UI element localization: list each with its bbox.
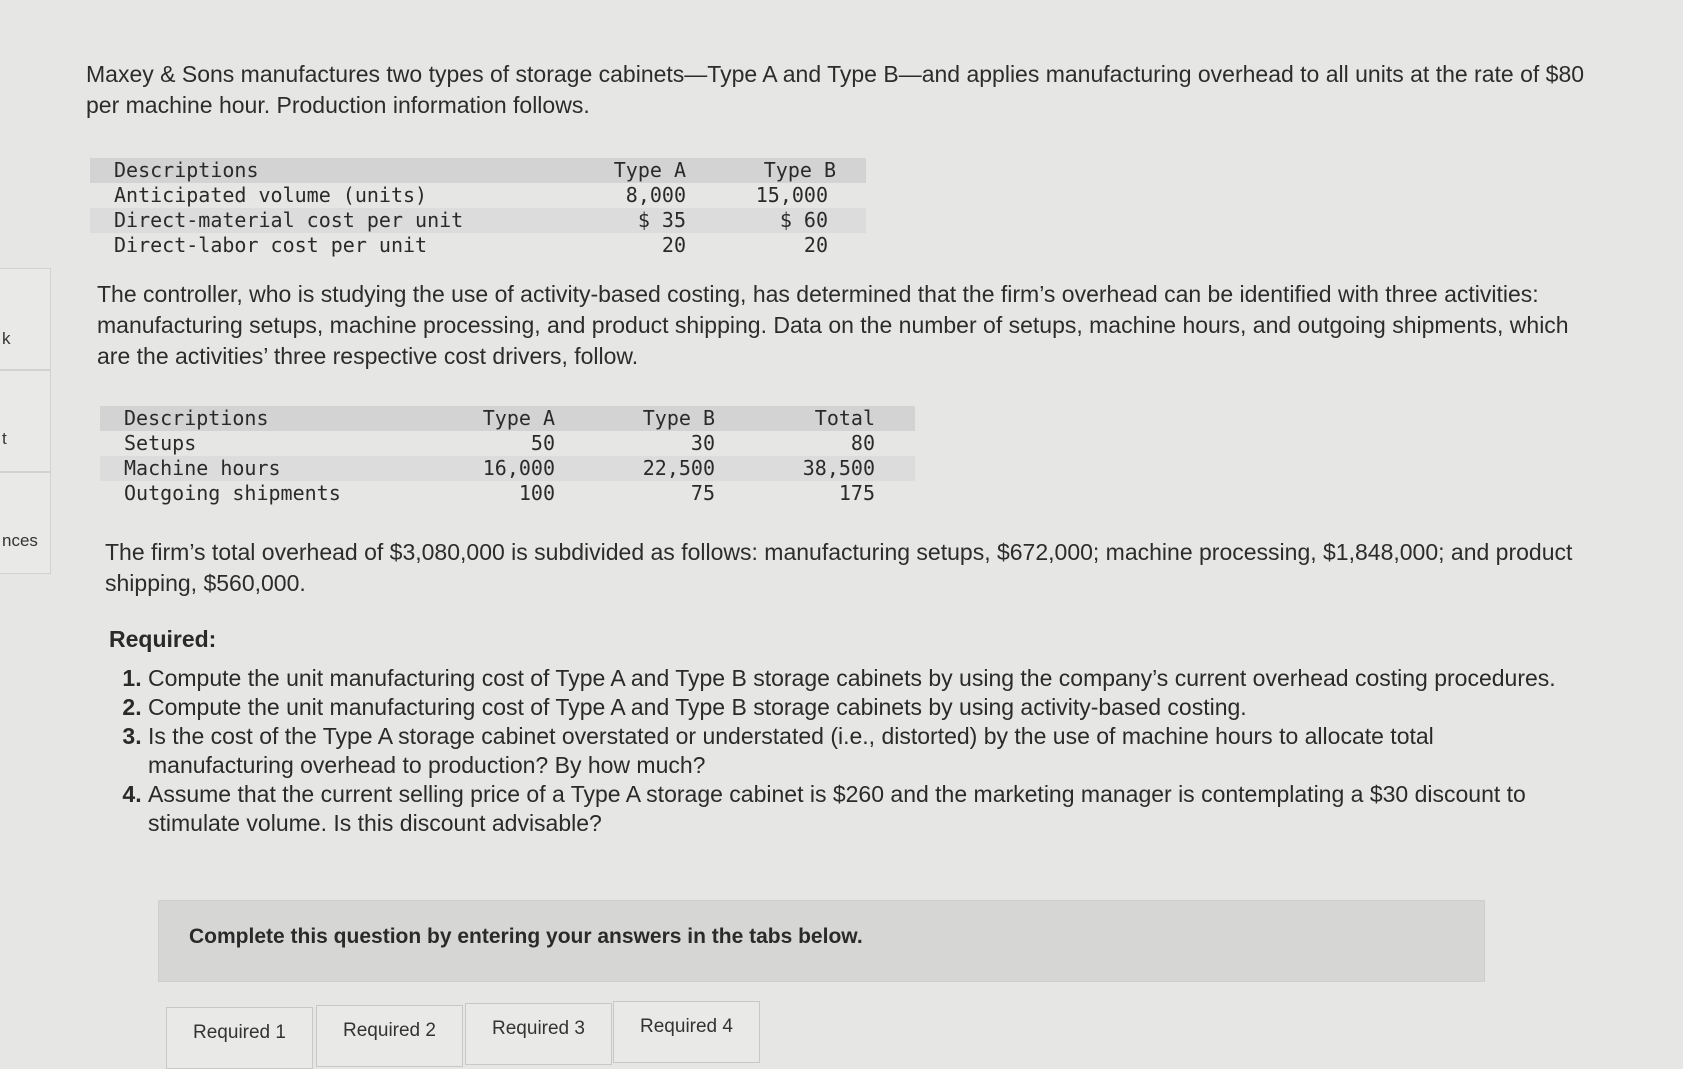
cell: Direct-labor cost per unit [114,233,428,257]
sidebar-label: k [2,329,11,348]
table-row [90,208,866,233]
sidebar-label: nces [2,531,38,550]
cell: $ 60 [779,208,828,232]
table-header [100,406,915,431]
header-cell: Type B [642,406,715,430]
cell: 50 [530,431,555,455]
tab-required-4[interactable]: Required 4 [613,1001,760,1063]
production-table [90,158,866,258]
table-header [90,158,866,183]
sidebar-label: t [2,429,7,448]
requirement-3: 3. Is the cost of the Type A storage cabinet overstated or understated (i.e., distorted) by the use of machine hours to allocate total manufacturing overhead to production? By how much? [148,722,1568,780]
header-cell: Descriptions [114,158,259,182]
table-row [90,183,866,208]
cell: Setups [124,431,197,455]
cell: 15,000 [755,183,828,207]
intro-text: Maxey & Sons manufactures two types of storage cabinets—Type A and Type B—and applies manufacturing overhead to all units at the rate of $80 per machine hour. Production information follows. [86,61,1585,118]
cell: Outgoing shipments [124,481,341,505]
cell: 8,000 [625,183,686,207]
cell: 38,500 [802,456,875,480]
table-row [100,456,915,481]
cell: 20 [803,233,828,257]
sidebar-item-2[interactable] [0,370,51,472]
instruction-text: Complete this question by entering your answers in the tabs below. [189,925,863,948]
requirement-2: 2. Compute the unit manufacturing cost of Type A and Type B storage cabinets by using activity-based costing. [148,693,1568,722]
header-cell: Descriptions [124,406,269,430]
cell: 16,000 [482,456,555,480]
instruction-banner [158,900,1485,982]
header-cell: Total [814,406,875,430]
cell: Machine hours [124,456,281,480]
overhead-text: The firm’s total overhead of $3,080,000 is subdivided as follows: manufacturing setups, $672,000; machine processing, $1,848,000; and product shipping, $560,000. [105,539,1573,596]
table-row [90,233,866,258]
cost-driver-table [100,406,915,506]
tab-required-2[interactable]: Required 2 [316,1005,463,1067]
header-cell: Type A [613,158,686,182]
table-row [100,481,915,506]
cell: 75 [690,481,715,505]
tab-required-1[interactable]: Required 1 [166,1007,313,1069]
cell: 20 [661,233,686,257]
cell: 30 [690,431,715,455]
sidebar-item-1[interactable] [0,268,51,370]
header-cell: Type A [482,406,555,430]
tab-required-3[interactable]: Required 3 [465,1003,612,1065]
cell: 175 [838,481,875,505]
cell: 22,500 [642,456,715,480]
cell: Anticipated volume (units) [114,183,428,207]
sidebar-item-3[interactable] [0,472,51,574]
controller-text: The controller, who is studying the use of activity-based costing, has determined that the firm’s overhead can be identified with three activities: manufacturing setups, machine processing, and product shipping. Data on the number of setups, machine hours, and outgoing shipments, which are the activities’ three respective cost drivers, follow. [97,281,1569,369]
required-heading: Required: [109,626,217,652]
requirement-1: 1. Compute the unit manufacturing cost of Type A and Type B storage cabinets by using the company’s current overhead costing procedures. [148,664,1568,693]
table-row [100,431,915,456]
cell: 80 [850,431,875,455]
header-cell: Type B [763,158,836,182]
cell: Direct-material cost per unit [114,208,464,232]
requirements-list [120,664,1568,838]
cell: 100 [518,481,555,505]
cell: $ 35 [637,208,686,232]
requirement-4: 4. Assume that the current selling price of a Type A storage cabinet is $260 and the marketing manager is contemplating a $30 discount to stimulate volume. Is this discount advisable? [148,780,1568,838]
